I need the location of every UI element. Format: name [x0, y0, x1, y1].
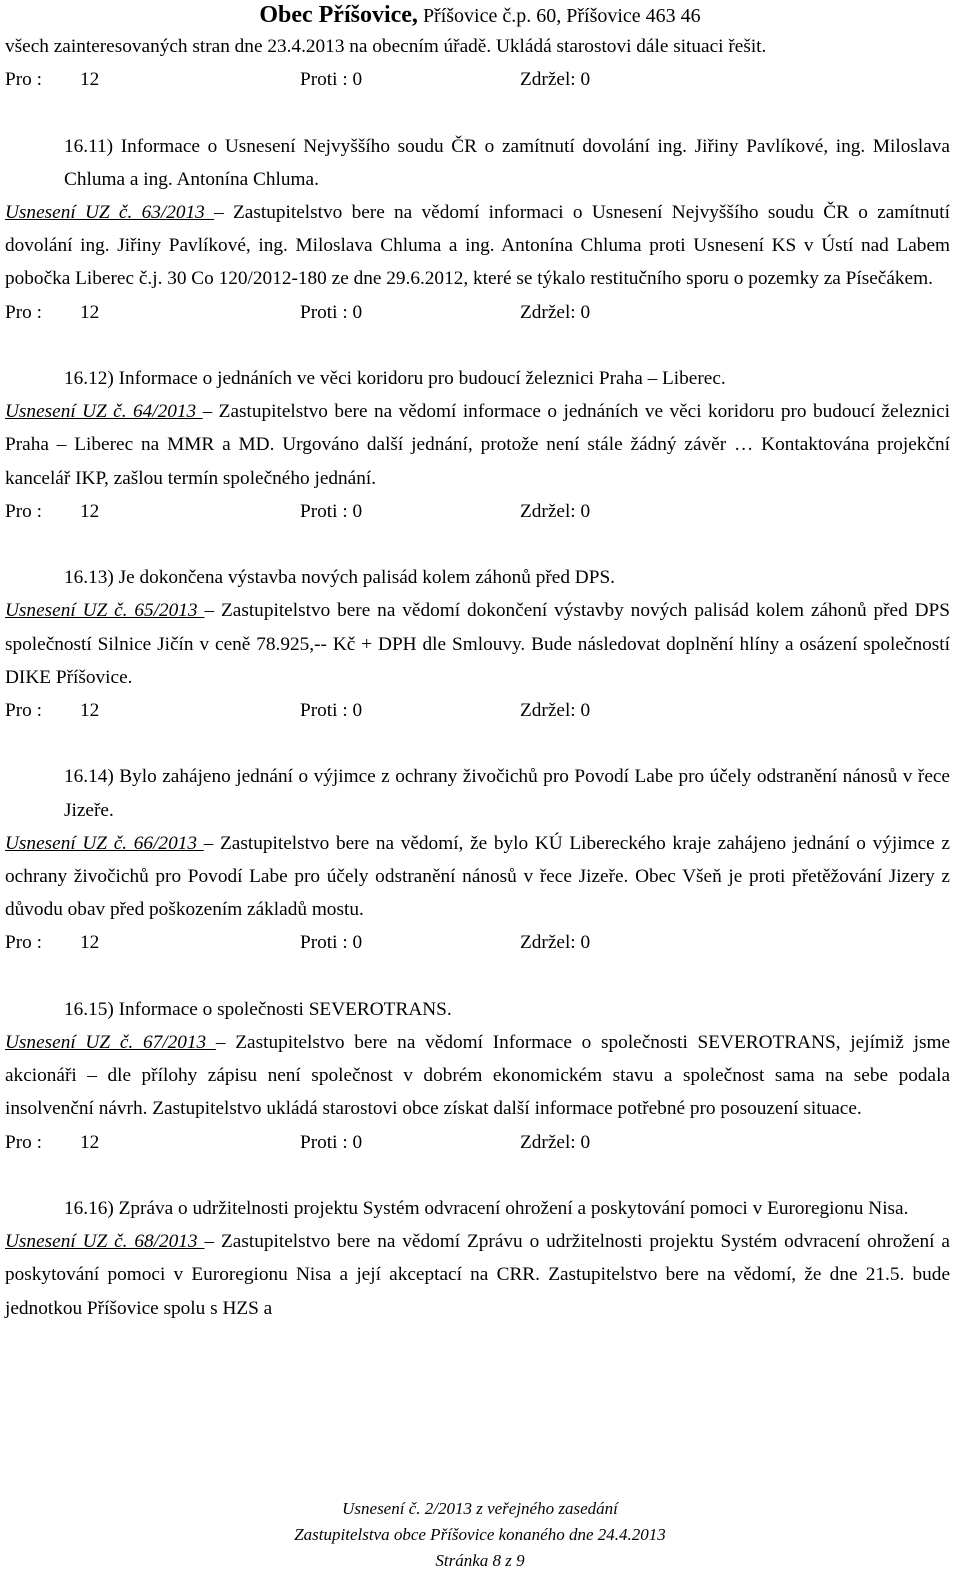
vote-result: [5, 296, 950, 329]
vote-zdrzel: Zdržel: 0: [520, 500, 591, 522]
vote-pro-value: 12: [80, 500, 100, 522]
vote-pro-value: 12: [80, 1131, 100, 1153]
resolution-paragraph: [5, 1026, 950, 1126]
footer-page-number: Stránka 8 z 9: [435, 1551, 525, 1570]
vote-proti: Proti : 0: [300, 301, 363, 323]
municipality-name: Obec Příšovice,: [259, 2, 418, 28]
vote-zdrzel: Zdržel: 0: [520, 932, 591, 954]
vote-result: [5, 495, 950, 528]
vote-result: [5, 926, 950, 959]
vote-proti: Proti : 0: [300, 500, 363, 522]
vote-proti: Proti : 0: [300, 1131, 363, 1153]
vote-result: [5, 63, 950, 96]
vote-zdrzel: Zdržel: 0: [520, 1131, 591, 1153]
vote-pro-label: Pro :: [5, 932, 42, 954]
agenda-item-heading: 16.13) Je dokončena výstavba nových palisád kolem záhonů před DPS.: [64, 567, 616, 589]
continuation-text: všech zainteresovaných stran dne 23.4.2013 na obecním úřadě. Ukládá starostovi dále situaci řešit.: [5, 36, 767, 57]
resolution-text: – Zastupitelstvo bere na vědomí, že bylo KÚ Libereckého kraje zahájeno jednání o výjimce z ochrany živočichů pro Povodí Labe pro účely odstranění nánosů v řece Jizeře. Obec Všeň je proti přetěžování Jizery z důvodu obav před poškozením základů mostu.: [5, 832, 950, 921]
spacer: [5, 96, 950, 129]
resolution-number: Usnesení UZ č. 66/2013: [5, 832, 204, 854]
spacer: [5, 727, 950, 760]
resolution-text: – Zastupitelstvo bere na vědomí informace o jednáních ve věci koridoru pro budoucí železnici Praha – Liberec na MMR a MD. Urgováno další jednání, protože není stále žádný závěr … Kontaktována projekční kancelář IKP, zašlou termín společného jednání.: [5, 401, 950, 489]
vote-proti: Proti : 0: [300, 699, 363, 721]
resolution-paragraph: [5, 196, 950, 296]
resolution-number: Usnesení UZ č. 68/2013: [5, 1231, 205, 1253]
minutes-body: [5, 30, 950, 1325]
resolution-paragraph: [5, 594, 950, 694]
resolution-text: – Zastupitelstvo bere na vědomí Informace o společnosti SEVEROTRANS, jejímiž jsme akcionáři – dle přílohy zápisu není společnost v dobrém ekonomickém stavu a společnost sama na sebe podala insolvenční návrh. Zastupitelstvo ukládá starostovi obce získat další informace potřebné pro posouzení situace.: [5, 1031, 950, 1120]
resolution-paragraph: [5, 827, 950, 927]
resolution-text: – Zastupitelstvo bere na vědomí Zprávu o udržitelnosti projektu Systém odvracení ohrožení a poskytování pomoci v Euroregionu Nisa a její akceptací na CRR. Zastupitelstvo bere na vědomí, že dne 21.5. bude jednotkou Příšovice spolu s HZS a: [5, 1231, 950, 1319]
vote-pro-label: Pro :: [5, 699, 42, 721]
vote-zdrzel: Zdržel: 0: [520, 699, 591, 721]
vote-zdrzel: Zdržel: 0: [520, 69, 591, 91]
footer-line-1: Usnesení č. 2/2013 z veřejného zasedání: [342, 1499, 618, 1518]
agenda-item-heading: 16.16) Zpráva o udržitelnosti projektu Systém odvracení ohrožení a poskytování pomoci v Euroregionu Nisa.: [64, 1197, 909, 1219]
resolution-paragraph: [5, 1225, 950, 1325]
vote-pro-value: 12: [80, 932, 100, 954]
spacer: [5, 1159, 950, 1192]
vote-proti: Proti : 0: [300, 932, 363, 954]
resolution-text: – Zastupitelstvo bere na vědomí informaci o Usnesení Nejvyššího soudu ČR o zamítnutí dovolání ing. Jiřiny Pavlíkové, ing. Miloslava Chluma a ing. Antonína Chluma proti Usnesení KS v Ústí nad Labem pobočka Liberec č.j. 30 Co 120/2012-180 ze dne 29.6.2012, které se týkalo restitučního sporu o pozemky za Písečákem.: [5, 201, 950, 290]
agenda-item-heading: 16.15) Informace o společnosti SEVEROTRANS.: [64, 998, 452, 1020]
resolution-paragraph: [5, 395, 950, 495]
municipality-address: Příšovice č.p. 60, Příšovice 463 46: [417, 5, 701, 27]
spacer: [5, 528, 950, 561]
vote-pro-label: Pro :: [5, 1131, 42, 1153]
agenda-item-heading: 16.12) Informace o jednáních ve věci koridoru pro budoucí železnici Praha – Liberec.: [64, 367, 726, 389]
resolution-number: Usnesení UZ č. 65/2013: [5, 600, 205, 622]
resolution-number: Usnesení UZ č. 64/2013: [5, 401, 203, 423]
vote-pro-value: 12: [80, 301, 100, 323]
vote-result: [5, 1126, 950, 1159]
vote-proti: Proti : 0: [300, 69, 363, 91]
vote-pro-label: Pro :: [5, 301, 42, 323]
vote-pro-label: Pro :: [5, 500, 42, 522]
resolution-text: – Zastupitelstvo bere na vědomí dokončení výstavby nových palisád kolem záhonů před DPS společností Silnice Jičín v ceně 78.925,-- Kč + DPH dle Smlouvy. Bude následovat doplnění hlíny a osázení společností DIKE Příšovice.: [5, 600, 950, 688]
agenda-item-heading: 16.11) Informace o Usnesení Nejvyššího soudu ČR o zamítnutí dovolání ing. Jiřiny Pavlíkové, ing. Miloslava Chluma a ing. Antonína Chluma.: [64, 135, 950, 190]
vote-pro-value: 12: [80, 699, 100, 721]
spacer: [5, 960, 950, 993]
vote-zdrzel: Zdržel: 0: [520, 301, 591, 323]
spacer: [5, 329, 950, 362]
page-header: [0, 0, 960, 31]
footer-line-2: Zastupitelstva obce Příšovice konaného dne 24.4.2013: [294, 1525, 666, 1544]
resolution-number: Usnesení UZ č. 63/2013: [5, 201, 215, 223]
vote-pro-value: 12: [80, 69, 100, 91]
resolution-number: Usnesení UZ č. 67/2013: [5, 1031, 216, 1053]
vote-result: [5, 694, 950, 727]
agenda-item-heading: 16.14) Bylo zahájeno jednání o výjimce z ochrany živočichů pro Povodí Labe pro účely odstranění nánosů v řece Jizeře.: [64, 766, 950, 821]
vote-pro-label: Pro :: [5, 69, 42, 91]
